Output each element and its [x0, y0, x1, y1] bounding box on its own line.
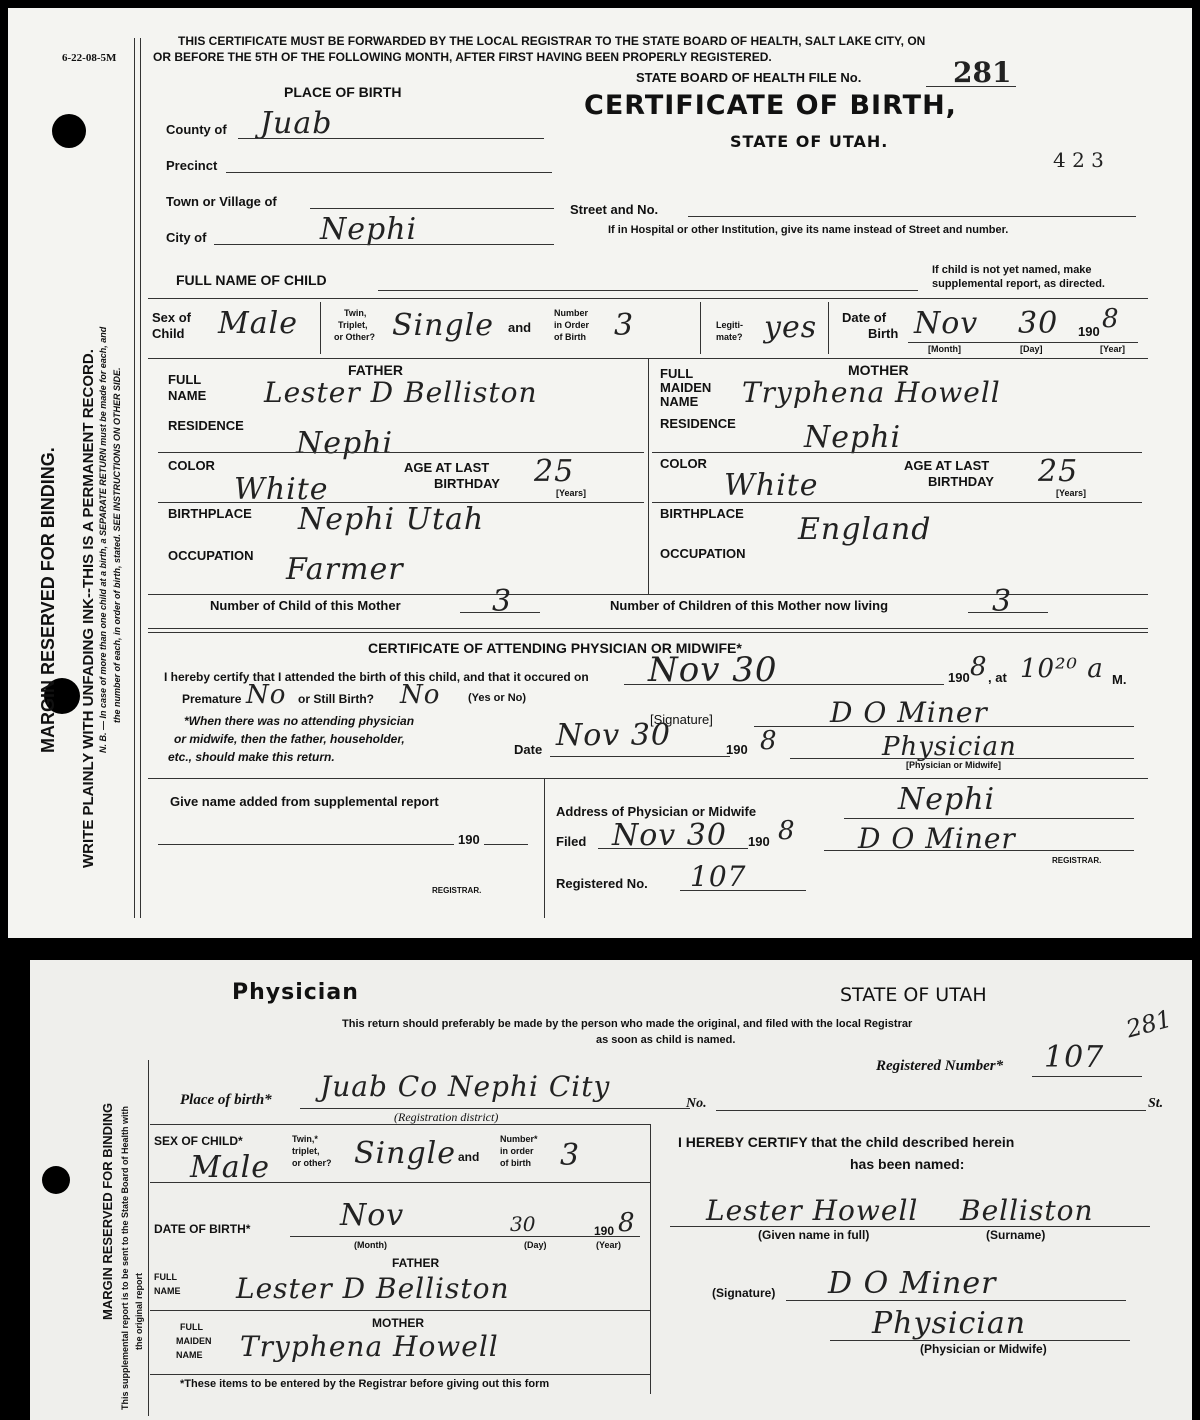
premature-value: No: [246, 680, 287, 710]
order-label: of Birth: [554, 332, 586, 342]
day-label: [Day]: [1020, 344, 1043, 354]
dob-month: Nov: [914, 306, 979, 341]
mother-age: 25: [1038, 454, 1079, 489]
signature-label: [Signature]: [650, 712, 713, 727]
mother-name-label: NAME: [660, 394, 699, 409]
supp-reg-number-label: Registered Number*: [876, 1058, 1004, 1074]
mother-color: White: [724, 468, 819, 503]
supp-father-full: FULL: [154, 1272, 177, 1282]
supplement-label: Give name added from supplemental report: [170, 794, 439, 809]
physician-note: or midwife, then the father, householder,: [174, 732, 405, 746]
birth-year-print: 190: [948, 670, 970, 685]
mother-color-label: COLOR: [660, 456, 707, 471]
month-label: [Month]: [928, 344, 961, 354]
twin-label: Triplet,: [338, 320, 368, 330]
physician-heading: CERTIFICATE OF ATTENDING PHYSICIAN OR MIDWIFE*: [368, 640, 742, 656]
supp-order-label: Number*: [500, 1134, 538, 1144]
order-label: in Order: [554, 320, 590, 330]
mother-maiden-label: MAIDEN: [660, 380, 712, 395]
order-label: Number: [554, 308, 589, 318]
registrar-label: REGISTRAR.: [1052, 856, 1102, 865]
supp-dob-year-hw: 8: [618, 1208, 636, 1238]
precinct-label: Precinct: [166, 158, 218, 173]
father-age: 25: [534, 454, 575, 489]
notice-text: OR BEFORE THE 5TH OF THE FOLLOWING MONTH, AFTER FIRST HAVING BEEN PROPERLY REGISTERED.: [153, 50, 772, 64]
physician-title: Physician: [882, 732, 1017, 762]
supp-dob-month: Nov: [340, 1198, 405, 1233]
father-color-label: COLOR: [168, 458, 215, 473]
dob-label: Birth: [868, 326, 899, 341]
father-residence: Nephi: [296, 426, 394, 461]
supp-place: Juab Co Nephi City: [320, 1070, 611, 1103]
full-name-label: FULL NAME OF CHILD: [176, 272, 327, 288]
sign-date-label: Date: [514, 742, 543, 757]
mother-name: Tryphena Howell: [742, 376, 1001, 409]
county-label: County of: [166, 122, 227, 137]
still-label: or Still Birth?: [298, 692, 374, 706]
twin-value: Single: [392, 308, 495, 343]
margin-note: the number of each, in order of birth, stated. SEE INSTRUCTIONS ON OTHER SIDE.: [112, 367, 122, 723]
sign-date: Nov 30: [556, 718, 671, 753]
reg-no: 107: [690, 860, 747, 893]
father-color: White: [234, 472, 329, 507]
physician-address: Nephi: [898, 782, 996, 817]
supp-twin-label: triplet,: [292, 1146, 320, 1156]
yes-no-label: (Yes or No): [468, 692, 527, 704]
year-label: [Year]: [1100, 344, 1126, 354]
physician-signature: D O Miner: [830, 696, 988, 729]
father-heading: FATHER: [348, 362, 403, 378]
supp-father-name-label: NAME: [154, 1286, 181, 1296]
filed-year-hw: 8: [778, 816, 796, 846]
margin-rule: [134, 38, 135, 918]
sex-value: Male: [218, 306, 298, 341]
dob-label: Date of: [842, 310, 887, 325]
supp-instructions: This return should preferably be made by the person who made the original, and filed with the local Registrar: [342, 1018, 913, 1030]
filed-date: Nov 30: [612, 818, 727, 853]
supp-no-label: No.: [686, 1096, 707, 1111]
sex-label: Child: [152, 326, 185, 341]
supp-mother-maiden: MAIDEN: [176, 1336, 212, 1346]
supp-twin-label: or other?: [292, 1158, 332, 1168]
m-label: M.: [1112, 672, 1127, 687]
margin-rule: [140, 38, 141, 918]
supp-signature: D O Miner: [828, 1266, 997, 1301]
supp-order: 3: [560, 1138, 581, 1173]
mother-age-label: BIRTHDAY: [928, 474, 994, 489]
registrar-signature: D O Miner: [858, 822, 1016, 855]
father-name-label: NAME: [168, 388, 207, 403]
birth-date: Nov 30: [648, 650, 778, 690]
mother-residence: Nephi: [804, 420, 902, 455]
mother-heading: MOTHER: [848, 362, 909, 378]
mother-age-label: AGE AT LAST: [904, 458, 990, 473]
supp-year-label: (Year): [596, 1240, 622, 1250]
handwritten-number: 4 2 3: [1053, 148, 1104, 172]
birth-year-hw: 8: [970, 652, 988, 682]
supp-title: Physician: [232, 980, 359, 1005]
birth-time: 10²⁰ a: [1020, 654, 1104, 684]
legit-label: mate?: [716, 332, 743, 342]
physician-note: etc., should make this return.: [168, 750, 335, 764]
address-label: Address of Physician or Midwife: [556, 804, 757, 819]
supp-title-state: STATE OF UTAH: [840, 984, 987, 1006]
supp-mother-name-label: NAME: [176, 1350, 203, 1360]
binding-hole: [52, 114, 86, 148]
sign-year-hw: 8: [760, 726, 778, 756]
city-value: Nephi: [320, 212, 418, 247]
certificate-subtitle: STATE OF UTAH.: [730, 132, 889, 151]
supp-place-label: Place of birth*: [180, 1092, 272, 1108]
filed-label: Filed: [556, 834, 587, 849]
living-label: Number of Children of this Mother now living: [610, 598, 889, 613]
supp-mother-full: FULL: [180, 1322, 203, 1332]
place-heading: PLACE OF BIRTH: [284, 84, 402, 100]
child-number: 3: [492, 584, 513, 619]
margin-note: N. B. — In case of more than one child at a birth, a SEPARATE RETURN must be made for each, and: [98, 326, 108, 753]
mother-residence-label: RESIDENCE: [660, 416, 736, 431]
premature-label: Premature: [182, 692, 242, 706]
reg-no-label: Registered No.: [556, 876, 648, 891]
birth-certificate-sheet: [8, 8, 1192, 938]
supplement-year: 190: [458, 832, 480, 847]
father-occupation-label: OCCUPATION: [168, 548, 254, 563]
town-label: Town or Village of: [166, 194, 277, 209]
supp-instructions: as soon as child is named.: [596, 1034, 736, 1046]
physician-note: *When there was no attending physician: [184, 714, 415, 728]
twin-label: or Other?: [334, 332, 376, 342]
supp-given-name: Lester Howell: [706, 1194, 919, 1227]
margin-permanent-record: WRITE PLAINLY WITH UNFADING INK--THIS IS A PERMANENT RECORD.: [80, 349, 97, 868]
father-birthplace: Nephi Utah: [298, 502, 485, 537]
father-age-label: AGE AT LAST: [404, 460, 490, 475]
street-label: Street and No.: [570, 202, 659, 217]
supp-mother: Tryphena Howell: [240, 1330, 499, 1363]
supp-day-label: (Day): [524, 1240, 547, 1250]
supp-dob-year-print: 190: [594, 1224, 615, 1238]
supp-margin-note: This supplemental report is to be sent to the State Board of Health with: [120, 1105, 130, 1410]
supp-title-label: (Physician or Midwife): [920, 1342, 1047, 1356]
file-no: 281: [953, 56, 1012, 89]
living-value: 3: [992, 584, 1013, 619]
supp-twin-label: Twin,*: [292, 1134, 318, 1144]
name-note: supplemental report, as directed.: [932, 278, 1105, 290]
still-value: No: [400, 680, 441, 710]
twin-label: Twin,: [344, 308, 367, 318]
supp-mother-heading: MOTHER: [372, 1316, 424, 1330]
father-full-label: FULL: [168, 372, 202, 387]
supp-order-label: of birth: [500, 1158, 531, 1168]
supp-margin-binding: MARGIN RESERVED FOR BINDING: [100, 1102, 115, 1320]
margin-reserved-binding: MARGIN RESERVED FOR BINDING.: [38, 447, 58, 753]
sign-year-print: 190: [726, 742, 748, 757]
supp-certify: I HEREBY CERTIFY that the child described herein: [678, 1134, 1015, 1150]
father-residence-label: RESIDENCE: [168, 418, 244, 433]
supp-month-label: (Month): [354, 1240, 387, 1250]
supp-signature-label: (Signature): [712, 1286, 776, 1300]
father-name: Lester D Belliston: [264, 376, 538, 409]
supp-sex: Male: [190, 1150, 270, 1185]
supp-surname: Belliston: [960, 1194, 1094, 1227]
father-years-label: [Years]: [556, 488, 587, 498]
supp-title-value: Physician: [872, 1306, 1027, 1341]
physician-title-label: [Physician or Midwife]: [906, 760, 1002, 770]
supp-dob-day: 30: [510, 1212, 536, 1236]
dob-year-hw: 8: [1102, 304, 1120, 334]
supp-certify: has been named:: [850, 1156, 965, 1172]
supplement-registrar: REGISTRAR.: [432, 886, 482, 895]
mother-full-label: FULL: [660, 366, 694, 381]
supp-order-label: in order: [500, 1146, 534, 1156]
supp-father: Lester D Belliston: [236, 1272, 510, 1305]
dob-year-print: 190: [1078, 324, 1100, 339]
at-label: , at: [988, 670, 1007, 685]
supp-st-label: St.: [1148, 1096, 1164, 1111]
notice-text: THIS CERTIFICATE MUST BE FORWARDED BY THE LOCAL REGISTRAR TO THE STATE BOARD OF HEALTH, SALT LAKE CITY, ON: [178, 34, 926, 48]
filed-year-print: 190: [748, 834, 770, 849]
supp-reg-number-extra: 281: [1123, 1004, 1175, 1044]
supp-margin-note: the original report: [134, 1272, 144, 1350]
mother-birthplace-label: BIRTHPLACE: [660, 506, 744, 521]
dob-day: 30: [1018, 306, 1059, 341]
sex-label: Sex of: [152, 310, 192, 325]
father-occupation: Farmer: [286, 552, 404, 587]
and-label: and: [508, 320, 532, 335]
supp-twin: Single: [354, 1136, 457, 1171]
father-age-label: BIRTHDAY: [434, 476, 500, 491]
supp-given-label: (Given name in full): [758, 1228, 870, 1242]
legit-label: Legiti-: [716, 320, 743, 330]
mother-birthplace: England: [798, 512, 932, 547]
supp-dob-label: DATE OF BIRTH*: [154, 1222, 251, 1236]
mother-years-label: [Years]: [1056, 488, 1087, 498]
supp-footnote: *These items to be entered by the Registrar before giving out this form: [180, 1378, 550, 1390]
city-label: City of: [166, 230, 207, 245]
hospital-note: If in Hospital or other Institution, give its name instead of Street and number.: [608, 224, 1009, 236]
county-value: Juab: [260, 106, 333, 141]
certify-text: I hereby certify that I attended the birth of this child, and that it occured on: [164, 670, 589, 684]
supp-father-heading: FATHER: [392, 1256, 440, 1270]
legit-value: yes: [764, 310, 818, 345]
order-value: 3: [614, 308, 635, 343]
supp-sex-label: SEX OF CHILD*: [154, 1134, 243, 1148]
file-no-label: STATE BOARD OF HEALTH FILE No.: [636, 70, 862, 85]
binding-hole: [42, 1166, 70, 1194]
certificate-title: CERTIFICATE OF BIRTH,: [584, 90, 957, 121]
supp-reg-number: 107: [1044, 1040, 1105, 1075]
supp-and-label: and: [458, 1150, 480, 1164]
supplemental-report-sheet: [30, 960, 1192, 1420]
child-number-label: Number of Child of this Mother: [210, 598, 401, 613]
form-number: 6-22-08-5M: [62, 52, 117, 64]
father-birthplace-label: BIRTHPLACE: [168, 506, 252, 521]
mother-occupation-label: OCCUPATION: [660, 546, 746, 561]
supp-surname-label: (Surname): [986, 1228, 1046, 1242]
supp-reg-district: (Registration district): [394, 1110, 499, 1124]
name-note: If child is not yet named, make: [932, 264, 1092, 276]
